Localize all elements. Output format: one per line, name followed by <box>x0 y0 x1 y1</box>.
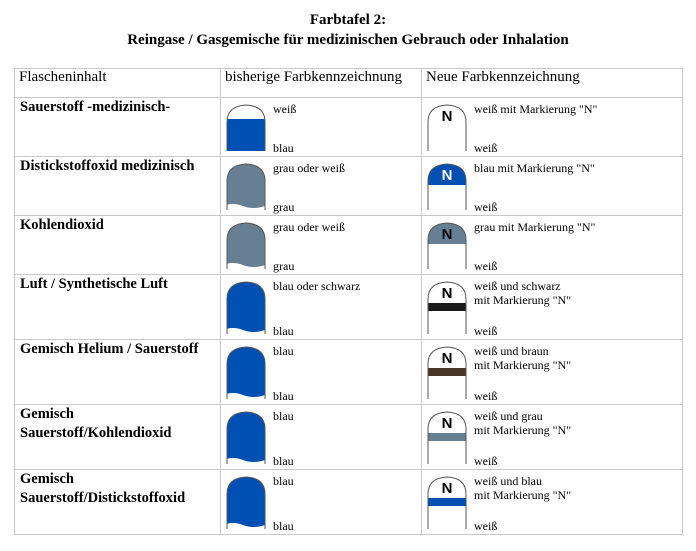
old-body-color-text: grau <box>273 259 295 273</box>
marker-letter: N <box>441 415 453 432</box>
new-shoulder-color-text: weiß und blau mit Markierung "N" <box>474 474 572 502</box>
old-cylinder-image <box>221 470 271 534</box>
new-cylinder-image <box>422 157 472 215</box>
color-table <box>14 68 683 535</box>
header-content: Flascheninhalt <box>15 69 221 98</box>
gas-content: Gemisch Sauerstoff/Kohlendioxid <box>15 405 221 470</box>
old-cylinder-image <box>221 275 271 339</box>
new-marking-cell <box>422 216 683 275</box>
new-body-color-text: weiß <box>474 389 498 403</box>
old-body-color-text: blau <box>273 324 294 338</box>
gas-content: Luft / Synthetische Luft <box>15 275 221 340</box>
gas-content: Distickstoffoxid medizinisch <box>15 157 221 216</box>
old-shoulder-color-text: grau oder weiß <box>273 220 345 234</box>
new-shoulder-color-text: weiß mit Markierung "N" <box>474 102 598 116</box>
marker-letter: N <box>441 285 453 302</box>
old-body-color-text: grau <box>273 200 295 214</box>
old-marking-cell <box>221 216 422 275</box>
old-cylinder-image <box>221 216 271 274</box>
table-row <box>15 405 683 470</box>
table-row <box>15 470 683 535</box>
marker-letter: N <box>441 167 453 184</box>
new-marking-cell <box>422 340 683 405</box>
old-body-color-text: blau <box>273 454 294 468</box>
new-marking-cell <box>422 470 683 535</box>
table-row <box>15 157 683 216</box>
new-shoulder-color-text: weiß und schwarz mit Markierung "N" <box>474 279 572 307</box>
old-body-color-text: blau <box>273 389 294 403</box>
old-shoulder-color-text: blau oder schwarz <box>273 279 361 293</box>
old-shoulder-color-text: blau <box>273 409 294 423</box>
header-new-marking: Neue Farbkennzeichnung <box>422 69 683 98</box>
old-shoulder-color-text: blau <box>273 474 294 488</box>
new-cylinder-image <box>422 470 472 534</box>
table-row <box>15 98 683 157</box>
old-marking-cell <box>221 340 422 405</box>
new-marking-cell <box>422 98 683 157</box>
marker-letter: N <box>441 108 453 125</box>
new-cylinder-image <box>422 98 472 156</box>
old-cylinder-image <box>221 157 271 215</box>
old-cylinder-image <box>221 405 271 469</box>
new-body-color-text: weiß <box>474 519 498 533</box>
old-body-color-text: blau <box>273 519 294 533</box>
new-shoulder-color-text: blau mit Markierung "N" <box>474 161 595 175</box>
old-marking-cell <box>221 470 422 535</box>
old-marking-cell <box>221 98 422 157</box>
marker-letter: N <box>441 350 453 367</box>
new-marking-cell <box>422 405 683 470</box>
new-body-color-text: weiß <box>474 259 498 273</box>
new-cylinder-image <box>422 340 472 404</box>
new-cylinder-image <box>422 275 472 339</box>
old-shoulder-color-text: blau <box>273 344 294 358</box>
marker-letter: N <box>441 480 453 497</box>
old-cylinder-image <box>221 98 271 156</box>
new-body-color-text: weiß <box>474 324 498 338</box>
new-shoulder-color-text: weiß und braun mit Markierung "N" <box>474 344 572 372</box>
new-marking-cell <box>422 275 683 340</box>
new-body-color-text: weiß <box>474 454 498 468</box>
table-row <box>15 216 683 275</box>
old-shoulder-color-text: grau oder weiß <box>273 161 345 175</box>
old-shoulder-color-text: weiß <box>273 102 297 116</box>
gas-content: Kohlendioxid <box>15 216 221 275</box>
new-cylinder-image <box>422 405 472 469</box>
old-marking-cell <box>221 157 422 216</box>
header-old-marking: bisherige Farbkennzeichnung <box>221 69 422 98</box>
page-subtitle: Reingase / Gasgemische für medizinischen Gebrauch oder Inhalation <box>127 32 569 48</box>
gas-content: Gemisch Sauerstoff/Distickstoffoxid <box>15 470 221 535</box>
old-marking-cell <box>221 275 422 340</box>
old-marking-cell <box>221 405 422 470</box>
old-body-color-text: blau <box>273 141 294 155</box>
new-marking-cell <box>422 157 683 216</box>
gas-content: Gemisch Helium / Sauerstoff <box>15 340 221 405</box>
gas-content: Sauerstoff -medizinisch- <box>15 98 221 157</box>
table-row <box>15 340 683 405</box>
new-cylinder-image <box>422 216 472 274</box>
new-body-color-text: weiß <box>474 141 498 155</box>
new-shoulder-color-text: weiß und grau mit Markierung "N" <box>474 409 572 437</box>
old-cylinder-image <box>221 340 271 404</box>
page-title: Farbtafel 2: <box>309 12 387 28</box>
table-row <box>15 275 683 340</box>
new-shoulder-color-text: grau mit Markierung "N" <box>474 220 596 234</box>
marker-letter: N <box>441 226 453 243</box>
new-body-color-text: weiß <box>474 200 498 214</box>
